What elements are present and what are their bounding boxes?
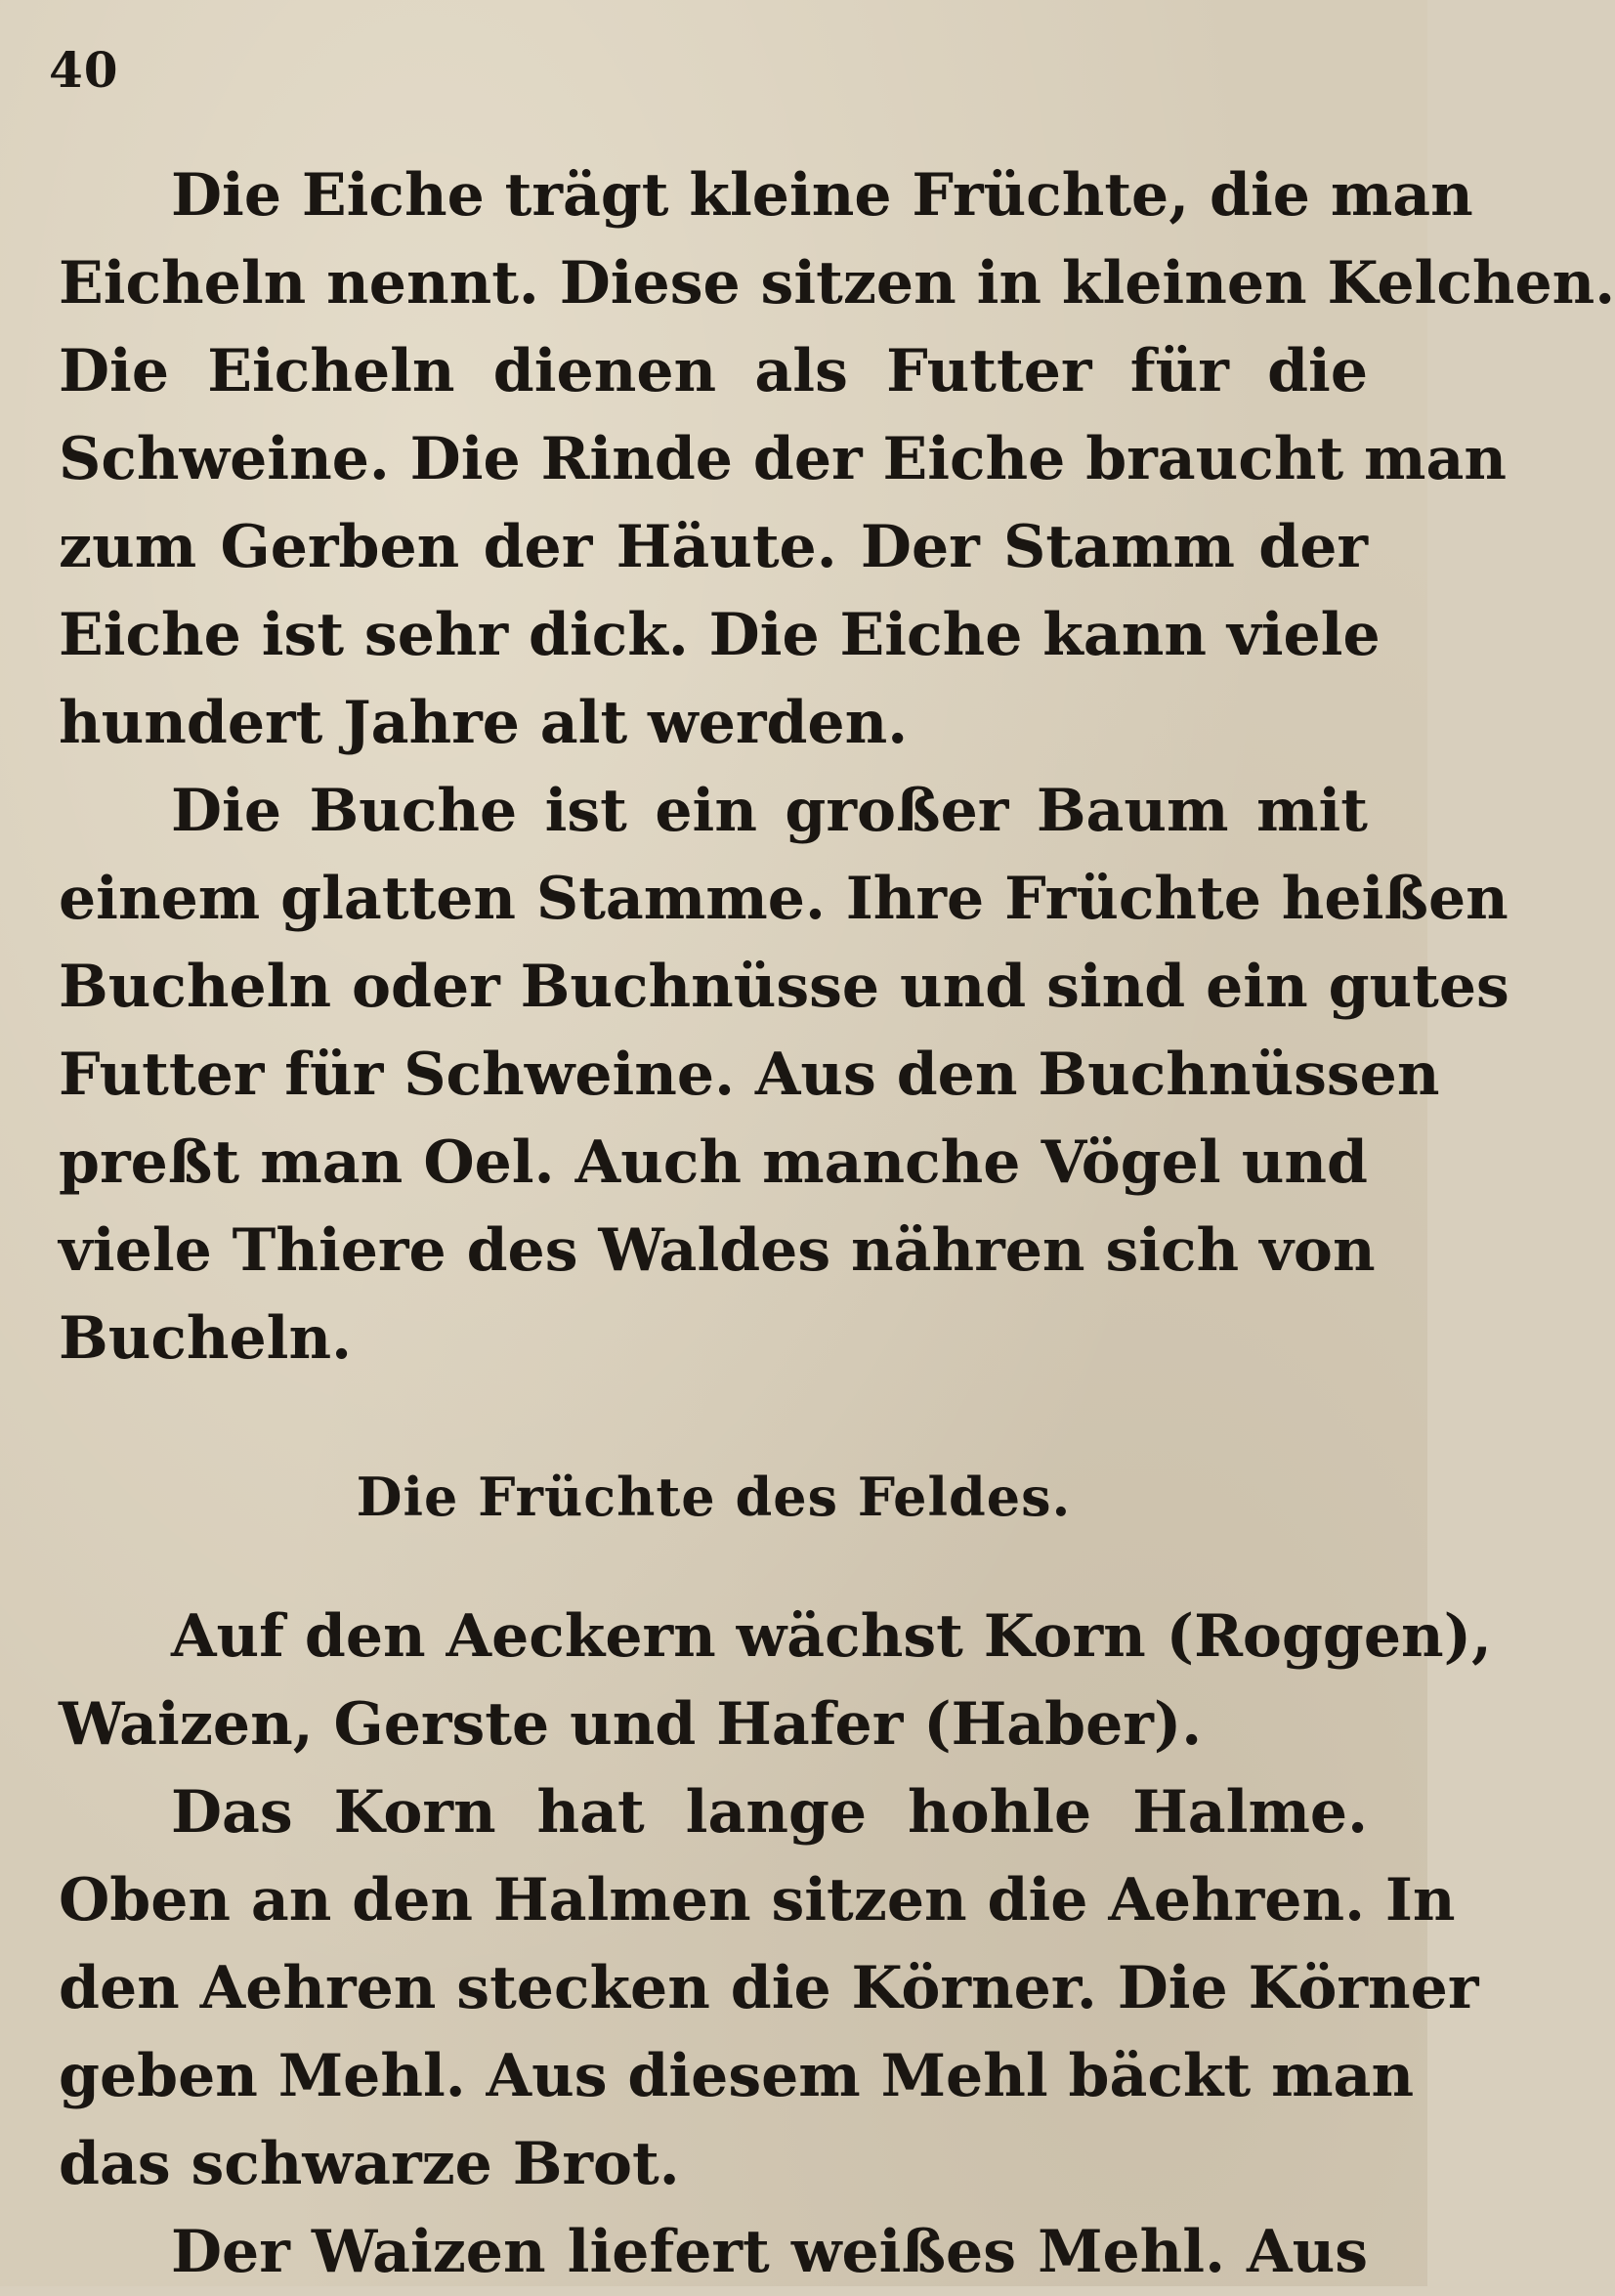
text-line: Oben an den Halmen sitzen die Aehren. In [59, 1866, 1456, 1935]
paragraph-aecker [59, 1593, 1492, 1768]
text-line: hundert Jahre alt werden. [59, 689, 909, 757]
page-number: 40 [49, 41, 119, 99]
text-line: Die Eicheln dienen als Futter für die [59, 337, 1368, 405]
paragraph-eiche [59, 151, 1615, 767]
text-line: das schwarze Brot. [59, 2130, 680, 2198]
text-line: preßt man Oel. Auch manche Vögel und [59, 1128, 1368, 1197]
text-line: zum Gerben der Häute. Der Stamm der [59, 513, 1368, 581]
text-line: Der Waizen liefert weißes Mehl. Aus [171, 2218, 1368, 2286]
text-line: viele Thiere des Waldes nähren sich von [59, 1216, 1376, 1285]
section-heading: Die Früchte des Feldes. [356, 1466, 1072, 1528]
paragraph-buche [59, 767, 1509, 1382]
text-line: Das Korn hat lange hohle Halme. [171, 1778, 1368, 1847]
text-line: Auf den Aeckern wächst Korn (Roggen), [171, 1602, 1492, 1671]
text-line: Schweine. Die Rinde der Eiche braucht man [59, 425, 1508, 493]
text-line: Die Buche ist ein großer Baum mit [171, 777, 1368, 845]
paragraph-korn [59, 1768, 1479, 2208]
text-line: Bucheln. [59, 1304, 352, 1373]
text-line: geben Mehl. Aus diesem Mehl bäckt man [59, 2042, 1415, 2110]
text-line: Futter für Schweine. Aus den Buchnüssen [59, 1041, 1440, 1109]
text-line: Waizen, Gerste und Hafer (Haber). [59, 1690, 1203, 1759]
text-line: den Aehren stecken die Körner. Die Körner [59, 1954, 1479, 2022]
paragraph-waizen [59, 2208, 1368, 2296]
text-line: Eiche ist sehr dick. Die Eiche kann viele [59, 601, 1381, 669]
text-line: Bucheln oder Buchnüsse und sind ein gutes [59, 953, 1509, 1021]
text-line: Die Eiche trägt kleine Früchte, die man [171, 161, 1473, 230]
text-line: einem glatten Stamme. Ihre Früchte heißen [59, 865, 1509, 933]
text-line: Eicheln nennt. Diese sitzen in kleinen Kelchen. [59, 249, 1615, 318]
